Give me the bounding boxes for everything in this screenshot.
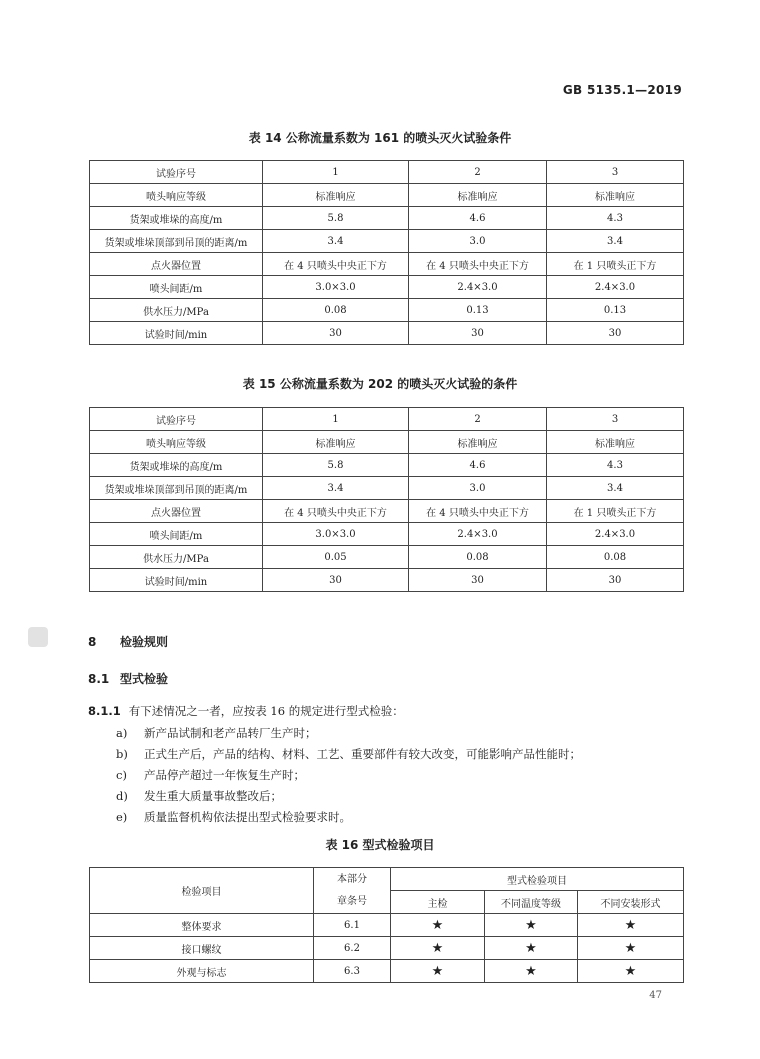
row-label: 货架或堆垛顶部到吊顶的距离/m: [90, 230, 263, 253]
standard-code: GB 5135.1—2019: [562, 83, 682, 97]
cell-value: 3: [547, 408, 684, 431]
row-label: 点火器位置: [90, 500, 263, 523]
section-title: 检验规则: [120, 635, 169, 649]
table14: [89, 160, 684, 345]
table15-row: [90, 431, 684, 454]
list-item-b: [116, 746, 581, 762]
cell-value: 5.8: [263, 454, 409, 477]
table15-row: [90, 569, 684, 592]
cell-value: 0.05: [263, 546, 409, 569]
row-label: 喷头间距/m: [90, 523, 263, 546]
table16-row: [90, 937, 684, 960]
table14-caption: 表 14 公称流量系数为 161 的喷头灭火试验条件: [248, 131, 512, 145]
list-text: 新产品试制和老产品转厂生产时；: [144, 726, 317, 740]
row-label: 接口螺纹: [90, 937, 314, 960]
cell-value: 3.0×3.0: [263, 276, 409, 299]
cell-value: 在 4 只喷头中央正下方: [409, 500, 547, 523]
row-label: 货架或堆垛的高度/m: [90, 207, 263, 230]
cell-value: 30: [547, 569, 684, 592]
table16-row: [90, 960, 684, 983]
row-label: 点火器位置: [90, 253, 263, 276]
cell-value: 2.4×3.0: [409, 276, 547, 299]
page-number: 47: [649, 990, 662, 1001]
row-label: 喷头响应等级: [90, 431, 263, 454]
star-mark: ★: [578, 960, 684, 983]
star-mark: ★: [485, 937, 578, 960]
table16: [89, 867, 684, 983]
table14-row: [90, 322, 684, 345]
header-group: 型式检验项目: [391, 868, 684, 891]
cell-value: 3.4: [263, 230, 409, 253]
star-mark: ★: [391, 937, 485, 960]
header-clause-line2: 章条号: [337, 895, 367, 907]
table15-row: [90, 454, 684, 477]
cell-value: 30: [547, 322, 684, 345]
table15-row: [90, 408, 684, 431]
clause-number: 6.1: [314, 914, 391, 937]
table15-row: [90, 546, 684, 569]
table14-row: [90, 299, 684, 322]
row-label: 货架或堆垛顶部到吊顶的距离/m: [90, 477, 263, 500]
cell-value: 0.13: [547, 299, 684, 322]
cell-value: 在 1 只喷头正下方: [547, 253, 684, 276]
cell-value: 标准响应: [547, 431, 684, 454]
cell-value: 1: [263, 161, 409, 184]
cell-value: 标准响应: [263, 431, 409, 454]
cell-value: 2.4×3.0: [547, 523, 684, 546]
list-text: 产品停产超过一年恢复生产时；: [144, 768, 305, 782]
list-item-e: [116, 809, 351, 825]
header-clause: [314, 868, 391, 914]
section-8-1-heading: [88, 670, 168, 687]
cell-value: 在 4 只喷头中央正下方: [263, 253, 409, 276]
cell-value: 4.3: [547, 454, 684, 477]
cell-value: 3.0: [409, 230, 547, 253]
list-text: 发生重大质量事故整改后；: [144, 789, 282, 803]
cell-value: 2: [409, 408, 547, 431]
list-letter: a): [116, 726, 128, 740]
cell-value: 3.4: [547, 230, 684, 253]
section-title: 型式检验: [120, 672, 169, 686]
cell-value: 标准响应: [263, 184, 409, 207]
cell-value: 30: [409, 569, 547, 592]
cell-value: 3.0: [409, 477, 547, 500]
cell-value: 2: [409, 161, 547, 184]
star-mark: ★: [391, 914, 485, 937]
cell-value: 2.4×3.0: [547, 276, 684, 299]
section-number: 8.1: [88, 672, 110, 686]
table14-row: [90, 276, 684, 299]
clause-text: 有下述情况之一者，应按表 16 的规定进行型式检验：: [128, 704, 404, 718]
list-letter: c): [116, 768, 127, 782]
cell-value: 30: [263, 322, 409, 345]
cell-value: 标准响应: [409, 184, 547, 207]
table15-row: [90, 477, 684, 500]
clause-8-1-1: [88, 703, 404, 719]
clause-number: 6.2: [314, 937, 391, 960]
row-label: 供水压力/MPa: [90, 546, 263, 569]
clause-number: 8.1.1: [88, 704, 121, 718]
header-sub-install: 不同安装形式: [578, 891, 684, 914]
row-label: 喷头间距/m: [90, 276, 263, 299]
cell-value: 3.0×3.0: [263, 523, 409, 546]
header-sub-main: 主检: [391, 891, 485, 914]
clause-number: 6.3: [314, 960, 391, 983]
cell-value: 4.6: [409, 454, 547, 477]
row-label: 整体要求: [90, 914, 314, 937]
row-label: 供水压力/MPa: [90, 299, 263, 322]
cell-value: 0.13: [409, 299, 547, 322]
list-letter: d): [116, 789, 128, 803]
header-clause-line1: 本部分: [337, 873, 367, 885]
row-label: 外观与标志: [90, 960, 314, 983]
row-label: 试验时间/min: [90, 569, 263, 592]
table15-row: [90, 500, 684, 523]
header-sub-temp: 不同温度等级: [485, 891, 578, 914]
list-item-d: [116, 788, 282, 804]
row-label: 货架或堆垛的高度/m: [90, 454, 263, 477]
star-mark: ★: [578, 937, 684, 960]
star-mark: ★: [578, 914, 684, 937]
cell-value: 3.4: [263, 477, 409, 500]
star-mark: ★: [485, 914, 578, 937]
cell-value: 在 4 只喷头中央正下方: [263, 500, 409, 523]
cell-value: 0.08: [263, 299, 409, 322]
section-8-heading: [88, 633, 168, 650]
list-letter: e): [116, 810, 128, 824]
cell-value: 在 4 只喷头中央正下方: [409, 253, 547, 276]
list-item-c: [116, 767, 305, 783]
cell-value: 1: [263, 408, 409, 431]
star-mark: ★: [391, 960, 485, 983]
cell-value: 30: [409, 322, 547, 345]
list-item-a: [116, 725, 317, 741]
row-label: 喷头响应等级: [90, 184, 263, 207]
cell-value: 3: [547, 161, 684, 184]
header-item: 检验项目: [90, 868, 314, 914]
cell-value: 标准响应: [547, 184, 684, 207]
row-label: 试验时间/min: [90, 322, 263, 345]
list-text: 质量监督机构依法提出型式检验要求时。: [144, 810, 351, 824]
cell-value: 3.4: [547, 477, 684, 500]
list-letter: b): [116, 747, 128, 761]
section-number: 8: [88, 635, 97, 649]
table15-caption: 表 15 公称流量系数为 202 的喷头灭火试验的条件: [242, 377, 518, 391]
cell-value: 在 1 只喷头正下方: [547, 500, 684, 523]
table14-row: [90, 207, 684, 230]
list-text: 正式生产后，产品的结构、材料、工艺、重要部件有较大改变，可能影响产品性能时；: [144, 747, 581, 761]
cell-value: 4.3: [547, 207, 684, 230]
star-mark: ★: [485, 960, 578, 983]
row-label: 试验序号: [90, 408, 263, 431]
table15: [89, 407, 684, 592]
cell-value: 4.6: [409, 207, 547, 230]
table14-row: [90, 253, 684, 276]
table14-row: [90, 184, 684, 207]
cell-value: 5.8: [263, 207, 409, 230]
table15-row: [90, 523, 684, 546]
cell-value: 30: [263, 569, 409, 592]
row-label: 试验序号: [90, 161, 263, 184]
cell-value: 2.4×3.0: [409, 523, 547, 546]
cell-value: 标准响应: [409, 431, 547, 454]
cell-value: 0.08: [547, 546, 684, 569]
sidebar-marker: [28, 627, 48, 647]
table16-row: [90, 914, 684, 937]
table16-caption: 表 16 型式检验项目: [325, 838, 435, 852]
cell-value: 0.08: [409, 546, 547, 569]
table14-row: [90, 161, 684, 184]
table14-row: [90, 230, 684, 253]
